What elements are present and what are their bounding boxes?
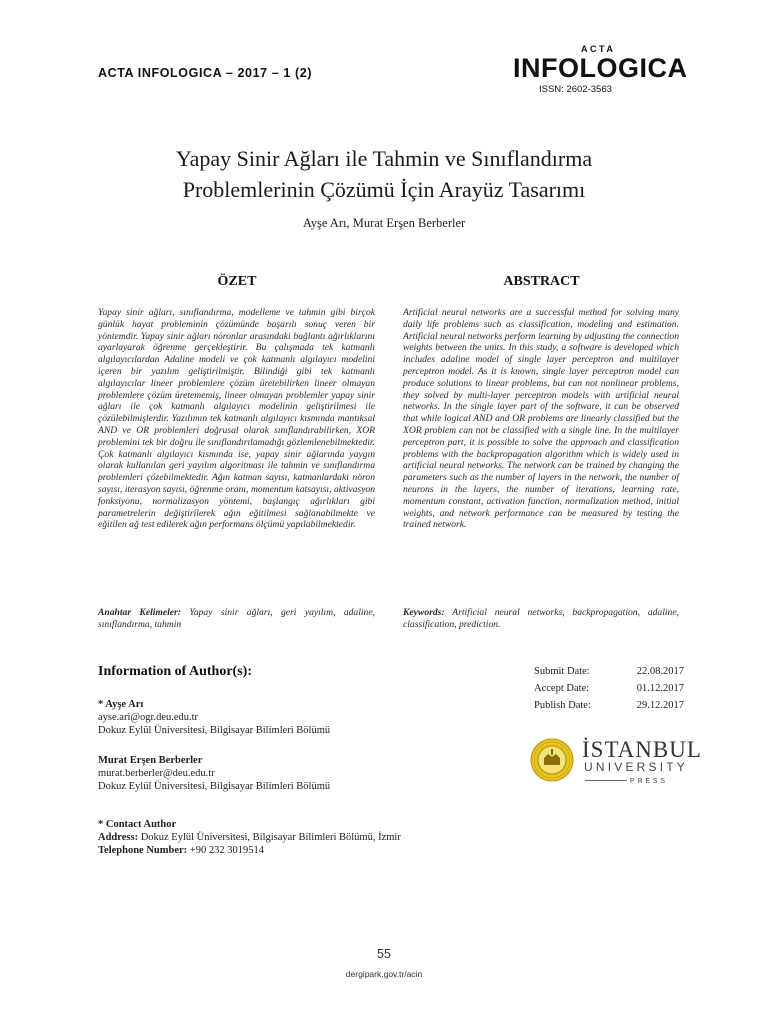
- dates-table: [534, 664, 684, 714]
- abstract-heading: ABSTRACT: [503, 274, 580, 289]
- address-value: Dokuz Eylül Üniversitesi, Bilgisayar Bilimleri Bölümü, İzmir: [140, 831, 401, 843]
- publisher-logo: [530, 737, 702, 787]
- paper-title-line-1: Yapay Sinir Ağları ile Tahmin ve Sınıflandırma: [175, 146, 593, 171]
- journal-logo: [511, 44, 688, 100]
- info-heading: Information of Author(s):: [98, 664, 252, 679]
- ozet-keywords-value: Yapay sinir ağları, geri yayılım, adaline, sınıflandırma, tahmin: [98, 607, 376, 630]
- date-row-accept: [534, 681, 684, 698]
- ozet-keywords: [98, 607, 375, 631]
- date-label: Accept Date:: [534, 682, 590, 694]
- author-2-affiliation: Dokuz Eylül Üniversitesi, Bilgisayar Bilimleri Bölümü: [98, 780, 331, 792]
- abstract-keywords: [403, 607, 679, 631]
- date-value: 29.12.2017: [636, 699, 684, 711]
- university-seal-icon: [530, 738, 574, 782]
- abstract-text: Artificial neural networks are a successful method for solving many daily life problems such as classification, modeling and estimation. Artificial neural networks perform learning by adjusting the connection weights between the units. In this study, a software is developed which includes adaline model of single layer perceptron and multilayer perceptron model. As it is known, single layer perceptron model can produce solutions to linear problems, but can not nonlinear problems, they solved by multi-layer perceptron models with artificial neural networks. In the single layer part of the software, it can be observed that while logical AND and OR problems are linearly classified but the XOR problem can not be classified with a single line. In the multilayer perceptron part, it is possible to solve the approach and classification problems with the backpropagation algorithm which is widely used in artificial neural networks. The network can be trained by changing the parameters such as the number of layers in the network, the number of neurons in the layers, the number of iterations, learning rate, momentum constant, activation function, normalization method, initial weights, and network performance can be measured by testing the trained network.: [403, 307, 679, 531]
- abstract-keywords-value: Artificial neural networks, backpropagation, adaline, classification, prediction.: [403, 607, 679, 630]
- author-2-name: Murat Erşen Berberler: [98, 755, 203, 766]
- date-value: 01.12.2017: [636, 682, 684, 694]
- publisher-name: İSTANBUL: [582, 737, 702, 762]
- date-label: Publish Date:: [534, 699, 591, 711]
- date-row-publish: [534, 698, 684, 715]
- contact-block: [98, 819, 598, 857]
- author-1-affiliation: Dokuz Eylül Üniversitesi, Bilgisayar Bilimleri Bölümü: [98, 724, 331, 736]
- journal-line: ACTA INFOLOGICA – 2017 – 1 (2): [98, 66, 313, 80]
- paper-title-line-2: Problemlerinin Çözümü İçin Arayüz Tasarımı: [182, 177, 586, 202]
- publisher-press: PRESS: [630, 778, 668, 785]
- author-2-email: murat.berberler@deu.edu.tr: [98, 767, 215, 779]
- contact-address: [98, 832, 598, 845]
- author-1-block: [98, 699, 498, 737]
- ozet-heading: ÖZET: [217, 274, 257, 289]
- author-1-name: * Ayşe Arı: [98, 699, 144, 710]
- page-number: 55: [377, 947, 391, 961]
- author-2-block: [98, 755, 498, 793]
- ozet-text: Yapay sinir ağları, sınıflandırma, modelleme ve tahmin gibi birçok günlük hayat probleminin çözümünde başarılı sonuç veren bir yöntemdir. Yapay sinir ağları nöronlar arasındaki bağlantı ağırlıklarını ayarlayarak öğrenme gerçekleştirir. Bu çalışmada tek katmanlı algılayıcılardan Adaline modeli ve çok katmanlı algılayıcı modelini içeren bir yazılım geliştirilmiştir. Bilindiği gibi tek katmanlı algılayıcılar lineer problemlere çözüm üretebilirken lineer olmayan problemlere çözüm üretememiş, lineer olmayan problemler yapay sinir ağları ile çok katmanlı algılayıcı modelinin geliştirilmesi ile çözülebilmişlerdir. Yazılımın tek katmanlı algılayıcı kısmında mantıksal AND ve OR problemleri doğrusal olarak sınıflandırabilirken, XOR problemini tek bir doğru ile sınıflandırılamadığı gözlemlenebilmektedir. Çok katmanlı algılayıcı kısmında ise, yapay sinir ağlarında yaygın olarak kullanılan geri yayılım algoritması ile tahmin ve sınıflandırma problemleri çözebilmektedir. Ağın katman sayısı, katmanlardaki nöron sayısı, iterasyon sayısı, öğrenme oranı, momentum katsayısı, aktivasyon fonksiyonu, normalizasyon yöntemi, başlangıç ağırlıkları gibi parametrelerin değiştirilerek ağın eğitilmesi sağlanabilmekte ve eğitilen ağ test edilerek ağın performans ölçümü yapılabilmektedir.: [98, 307, 375, 531]
- publisher-university: UNIVERSITY: [584, 760, 689, 774]
- logo-wordmark: INFOLOGICA: [513, 53, 688, 83]
- logo-acta: ACTA: [581, 44, 616, 54]
- footer-site: dergipark.gov.tr/acin: [345, 969, 423, 979]
- contact-heading: * Contact Author: [98, 819, 177, 830]
- address-label: Address:: [98, 831, 139, 843]
- ozet-keywords-label: Anahtar Kelimeler:: [98, 607, 181, 618]
- date-value: 22.08.2017: [636, 666, 684, 677]
- logo-issn: ISSN: 2602-3563: [539, 84, 612, 95]
- paper-authors: Ayşe Arı, Murat Erşen Berberler: [302, 216, 466, 230]
- publisher-rule: [585, 780, 627, 781]
- contact-phone: [98, 845, 598, 858]
- author-1-email: ayse.ari@ogr.deu.edu.tr: [98, 711, 199, 723]
- date-row-submit: [534, 664, 684, 681]
- abstract-keywords-label: Keywords:: [403, 607, 445, 618]
- phone-label: Telephone Number:: [98, 844, 188, 856]
- phone-value: +90 232 3019514: [189, 844, 264, 856]
- date-label: Submit Date:: [534, 666, 590, 677]
